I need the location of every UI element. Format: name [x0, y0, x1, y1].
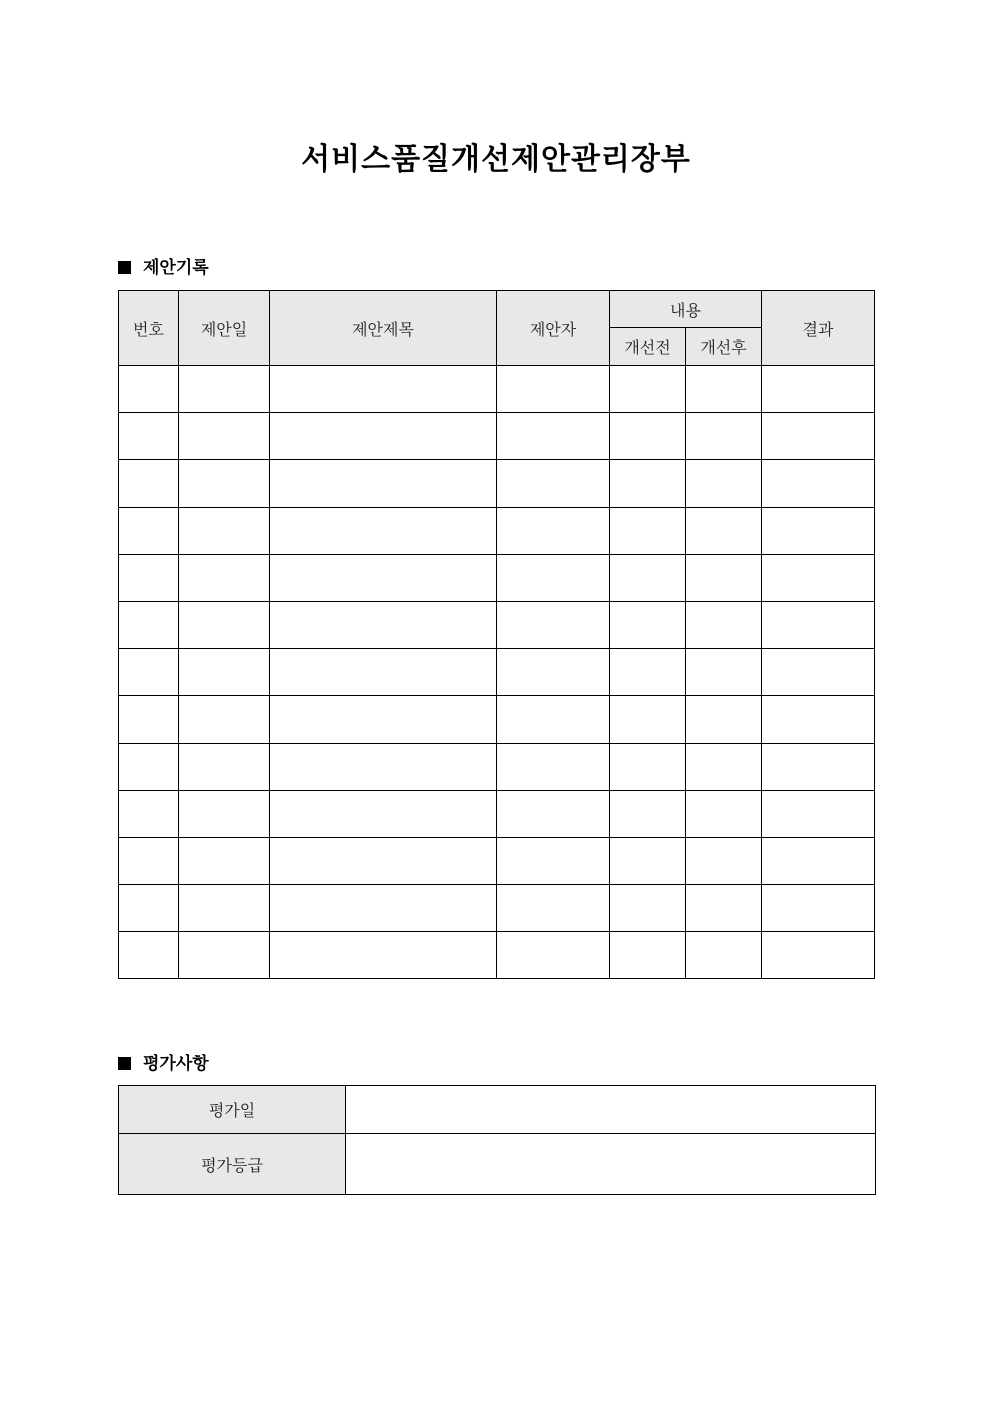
cell-proposer[interactable] — [497, 554, 610, 601]
cell-after[interactable] — [686, 601, 762, 648]
cell-date[interactable] — [179, 932, 270, 979]
cell-number[interactable] — [119, 790, 179, 837]
cell-proposer[interactable] — [497, 460, 610, 507]
cell-number[interactable] — [119, 460, 179, 507]
square-bullet-icon — [118, 261, 131, 274]
cell-subject[interactable] — [270, 696, 497, 743]
cell-number[interactable] — [119, 743, 179, 790]
table-row — [119, 554, 875, 601]
cell-result[interactable] — [762, 885, 875, 932]
cell-before[interactable] — [610, 743, 686, 790]
table-row — [119, 837, 875, 884]
cell-proposer[interactable] — [497, 885, 610, 932]
cell-date[interactable] — [179, 413, 270, 460]
cell-after[interactable] — [686, 649, 762, 696]
cell-before[interactable] — [610, 885, 686, 932]
cell-result[interactable] — [762, 696, 875, 743]
table-row — [119, 932, 875, 979]
cell-after[interactable] — [686, 743, 762, 790]
cell-subject[interactable] — [270, 366, 497, 413]
header-proposer: 제안자 — [497, 291, 610, 366]
cell-number[interactable] — [119, 837, 179, 884]
cell-result[interactable] — [762, 743, 875, 790]
cell-number[interactable] — [119, 413, 179, 460]
cell-after[interactable] — [686, 554, 762, 601]
proposal-records-table — [118, 290, 875, 979]
cell-proposer[interactable] — [497, 601, 610, 648]
cell-number[interactable] — [119, 554, 179, 601]
cell-before[interactable] — [610, 649, 686, 696]
cell-before[interactable] — [610, 460, 686, 507]
cell-result[interactable] — [762, 554, 875, 601]
cell-subject[interactable] — [270, 554, 497, 601]
cell-number[interactable] — [119, 601, 179, 648]
cell-before[interactable] — [610, 837, 686, 884]
cell-date[interactable] — [179, 460, 270, 507]
evaluation-table — [118, 1085, 876, 1195]
cell-after[interactable] — [686, 790, 762, 837]
cell-subject[interactable] — [270, 413, 497, 460]
cell-date[interactable] — [179, 790, 270, 837]
table-row — [119, 885, 875, 932]
cell-date[interactable] — [179, 696, 270, 743]
header-number: 번호 — [119, 291, 179, 366]
section-heading-label: 평가사항 — [143, 1054, 209, 1074]
table-row — [119, 696, 875, 743]
cell-result[interactable] — [762, 790, 875, 837]
cell-before[interactable] — [610, 366, 686, 413]
cell-after[interactable] — [686, 366, 762, 413]
eval-date-label: 평가일 — [119, 1086, 346, 1134]
square-bullet-icon — [118, 1057, 131, 1070]
cell-subject[interactable] — [270, 601, 497, 648]
cell-result[interactable] — [762, 413, 875, 460]
cell-result[interactable] — [762, 366, 875, 413]
table-row — [119, 649, 875, 696]
cell-date[interactable] — [179, 366, 270, 413]
cell-subject[interactable] — [270, 507, 497, 554]
cell-date[interactable] — [179, 837, 270, 884]
header-result: 결과 — [762, 291, 875, 366]
table-row — [119, 460, 875, 507]
table-row — [119, 413, 875, 460]
cell-date[interactable] — [179, 649, 270, 696]
section-heading-evaluation — [118, 1049, 209, 1074]
cell-result[interactable] — [762, 649, 875, 696]
cell-before[interactable] — [610, 790, 686, 837]
cell-date[interactable] — [179, 743, 270, 790]
cell-proposer[interactable] — [497, 413, 610, 460]
cell-date[interactable] — [179, 885, 270, 932]
cell-before[interactable] — [610, 601, 686, 648]
cell-subject[interactable] — [270, 649, 497, 696]
eval-grade-field[interactable] — [346, 1134, 876, 1195]
header-after: 개선후 — [686, 328, 762, 366]
cell-proposer[interactable] — [497, 743, 610, 790]
cell-proposer[interactable] — [497, 790, 610, 837]
cell-number[interactable] — [119, 885, 179, 932]
cell-number[interactable] — [119, 366, 179, 413]
cell-result[interactable] — [762, 460, 875, 507]
cell-proposer[interactable] — [497, 696, 610, 743]
cell-before[interactable] — [610, 932, 686, 979]
cell-subject[interactable] — [270, 837, 497, 884]
table-row — [119, 743, 875, 790]
cell-after[interactable] — [686, 507, 762, 554]
document-title: 서비스품질개선제안관리장부 — [301, 142, 691, 177]
cell-date[interactable] — [179, 601, 270, 648]
header-date: 제안일 — [179, 291, 270, 366]
cell-date[interactable] — [179, 554, 270, 601]
cell-result[interactable] — [762, 507, 875, 554]
cell-proposer[interactable] — [497, 366, 610, 413]
cell-subject[interactable] — [270, 932, 497, 979]
cell-result[interactable] — [762, 601, 875, 648]
cell-before[interactable] — [610, 696, 686, 743]
cell-before[interactable] — [610, 413, 686, 460]
cell-before[interactable] — [610, 554, 686, 601]
cell-result[interactable] — [762, 932, 875, 979]
cell-number[interactable] — [119, 696, 179, 743]
cell-subject[interactable] — [270, 885, 497, 932]
eval-date-field[interactable] — [346, 1086, 876, 1134]
cell-date[interactable] — [179, 507, 270, 554]
table-row — [119, 601, 875, 648]
eval-grade-label: 평가등급 — [119, 1134, 346, 1195]
section-heading-label: 제안기록 — [143, 258, 209, 278]
cell-after[interactable] — [686, 837, 762, 884]
cell-result[interactable] — [762, 837, 875, 884]
cell-after[interactable] — [686, 932, 762, 979]
cell-after[interactable] — [686, 885, 762, 932]
cell-subject[interactable] — [270, 790, 497, 837]
header-subject: 제안제목 — [270, 291, 497, 366]
table-row — [119, 507, 875, 554]
cell-proposer[interactable] — [497, 649, 610, 696]
section-heading-proposal-records — [118, 253, 209, 278]
cell-subject[interactable] — [270, 743, 497, 790]
cell-proposer[interactable] — [497, 507, 610, 554]
cell-after[interactable] — [686, 460, 762, 507]
cell-proposer[interactable] — [497, 837, 610, 884]
cell-number[interactable] — [119, 507, 179, 554]
table-row — [119, 366, 875, 413]
cell-after[interactable] — [686, 413, 762, 460]
header-before: 개선전 — [610, 328, 686, 366]
cell-before[interactable] — [610, 507, 686, 554]
cell-subject[interactable] — [270, 460, 497, 507]
cell-after[interactable] — [686, 696, 762, 743]
cell-number[interactable] — [119, 649, 179, 696]
table-row — [119, 790, 875, 837]
cell-number[interactable] — [119, 932, 179, 979]
cell-proposer[interactable] — [497, 932, 610, 979]
header-content: 내용 — [610, 291, 762, 328]
